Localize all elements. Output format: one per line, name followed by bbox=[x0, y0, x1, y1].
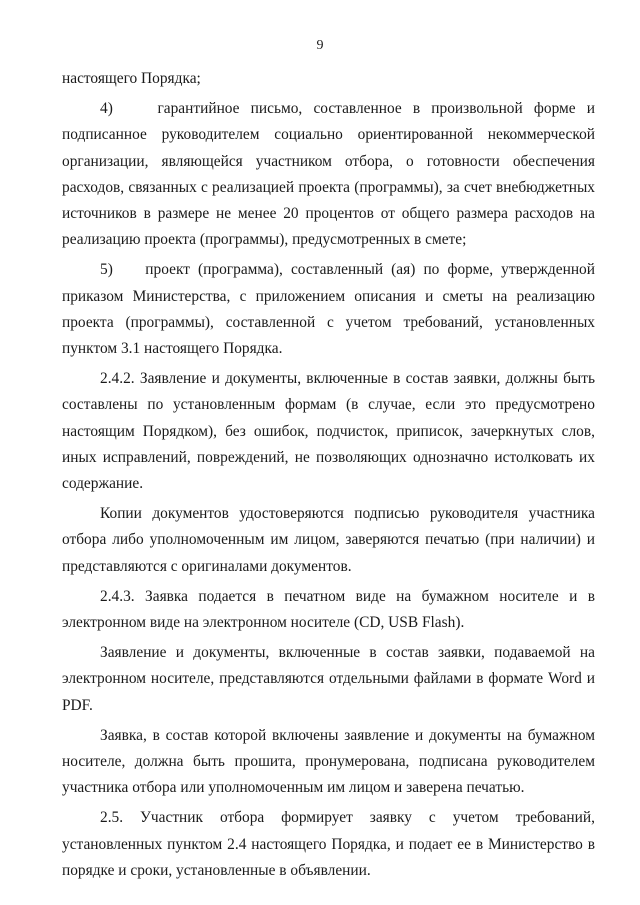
paragraph-2-5: 2.5. Участник отбора формирует заявку с учетом требований, установленных пунктом 2.4 настоящего Порядка, и подает ее в Министерство в порядке и сроки, установленные в объявлении. bbox=[62, 809, 595, 879]
page-number: 9 bbox=[316, 38, 324, 53]
paragraph-2-4-3: 2.4.3. Заявка подается в печатном виде на бумажном носителе и в электронном виде на электронном носителе (CD, USB Flash). bbox=[62, 587, 595, 632]
paragraph-paper-application: Заявка, в состав которой включены заявление и документы на бумажном носителе, должна быть прошита, пронумерована, подписана руководителем участника отбора или уполномоченным им лицом и заверена печатью. bbox=[62, 726, 595, 797]
paragraph-item-5: 5) проект (программа), составленный (ая) по форме, утвержденной приказом Министерства, с приложением описания и сметы на реализацию проекта (программы), составленной с учетом требований, установленных пунктом 3.1 настоящего Порядка. bbox=[62, 261, 595, 358]
paragraph-electronic-files: Заявление и документы, включенные в состав заявки, подаваемой на электронном носителе, представляются отдельными файлами в формате Word и PDF. bbox=[62, 644, 595, 714]
paragraph-item-4: 4) гарантийное письмо, составленное в произвольной форме и подписанное руководителем социально ориентированной некоммерческой организации, являющейся участником отбора, о готовности обеспечения расходов, связанных с реализацией проекта (программы), за счет внебюджетных источников в размере не менее 20 процентов от общего размера расходов на реализацию проекта (программы), предусмотренных в смете; bbox=[62, 100, 595, 249]
paragraph-2-4-2: 2.4.2. Заявление и документы, включенные в состав заявки, должны быть составлены по установленным формам (в случае, если это предусмотрено настоящим Порядком), без ошибок, подчисток, приписок, зачеркнутых слов, иных исправлений, повреждений, не позволяющих однозначно истолковать их содержание. bbox=[62, 370, 595, 493]
paragraph-copies: Копии документов удостоверяются подписью руководителя участника отбора либо уполномоченным им лицом, заверяются печатью (при наличии) и представляются с оригиналами документов. bbox=[62, 505, 595, 575]
document-body bbox=[62, 66, 595, 884]
paragraph-continuation: настоящего Порядка; bbox=[62, 70, 201, 87]
